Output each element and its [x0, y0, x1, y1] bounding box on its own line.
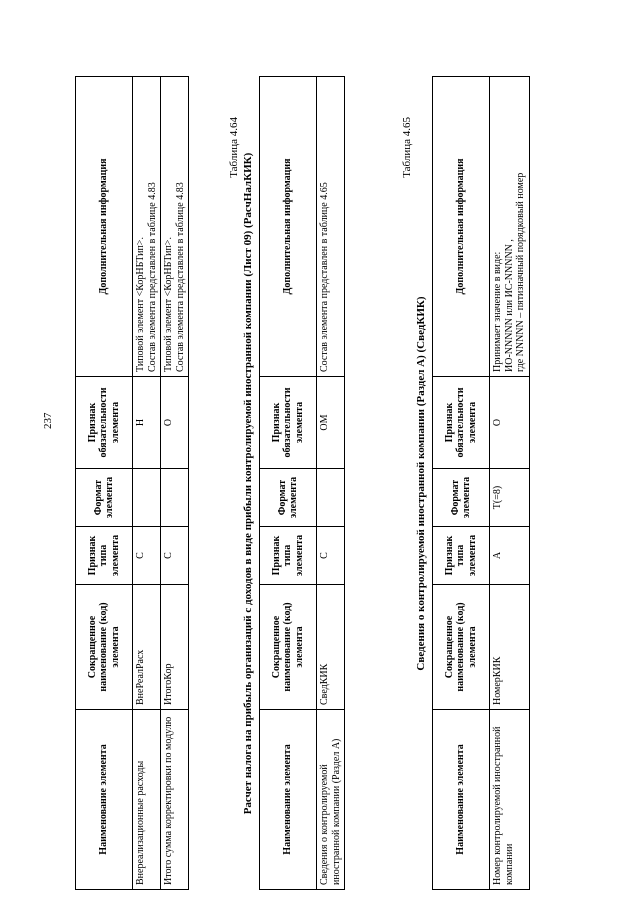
cell-name: Сведения о контролируемой иностранной компании (Раздел А)	[317, 710, 345, 890]
cell-type: А	[490, 527, 530, 585]
cell-name: Итого сумма корректировки по модулю	[161, 710, 189, 890]
table-block-4-64	[220, 77, 345, 890]
info-line: Типовой элемент <КорНБТип>.	[163, 237, 174, 372]
cell-info	[317, 77, 345, 377]
cell-format	[133, 469, 161, 527]
cell-required: О	[161, 377, 189, 469]
table-block-4-65	[393, 77, 530, 890]
header-required: Признак обязательности элемента	[260, 377, 317, 469]
cell-required: ОМ	[317, 377, 345, 469]
table-title: Сведения о контролируемой иностранной компании (Раздел А) (СведКИК)	[415, 296, 427, 671]
page-number: 237	[42, 412, 54, 429]
info-line: Состав элемента представлен в таблице 4.83	[174, 182, 186, 372]
header-code: Сокращенное наименование (код) элемента	[433, 585, 490, 710]
table-number: Таблица 4.64	[228, 117, 240, 178]
table-row	[133, 77, 161, 890]
header-info: Дополнительная информация	[76, 77, 133, 377]
table-row	[317, 77, 345, 890]
cell-format: T(=8)	[490, 469, 530, 527]
table-number: Таблица 4.65	[401, 117, 413, 178]
cell-name: Номер контролируемой иностранной компании	[490, 710, 530, 890]
table-continuation	[75, 76, 189, 890]
table-header-row	[433, 77, 490, 890]
table-header-row	[260, 77, 317, 890]
header-code: Сокращенное наименование (код) элемента	[76, 585, 133, 710]
header-type: Признак типа элемента	[260, 527, 317, 585]
header-name: Наименование элемента	[433, 710, 490, 890]
header-format: Формат элемента	[260, 469, 317, 527]
cell-info	[133, 77, 161, 377]
info-line: Типовой элемент <КорНБТип>.	[135, 237, 146, 372]
header-required: Признак обязательности элемента	[433, 377, 490, 469]
header-name: Наименование элемента	[260, 710, 317, 890]
rotated-page-content	[75, 30, 595, 890]
table-title: Расчет налога на прибыль организаций с доходов в виде прибыли контролируемой иностранной компании (Лист 09) (РасчНалКИК)	[242, 152, 254, 815]
table-row	[490, 77, 530, 890]
cell-info	[161, 77, 189, 377]
cell-name: Внереализационные расходы	[133, 710, 161, 890]
cell-format	[317, 469, 345, 527]
cell-type: С	[133, 527, 161, 585]
info-line: Состав элемента представлен в таблице 4.83	[146, 182, 158, 372]
header-required: Признак обязательности элемента	[76, 377, 133, 469]
header-format: Формат элемента	[433, 469, 490, 527]
header-type: Признак типа элемента	[76, 527, 133, 585]
header-info: Дополнительная информация	[433, 77, 490, 377]
cell-required: О	[490, 377, 530, 469]
cell-type: С	[161, 527, 189, 585]
info-line: Принимает значение в виде:	[492, 251, 504, 372]
table-4-64	[259, 76, 345, 890]
cell-required: Н	[133, 377, 161, 469]
info-line: ИО-NNNNN или ИС-NNNNN ,	[503, 239, 515, 372]
header-info: Дополнительная информация	[260, 77, 317, 377]
cell-code: СведКИК	[317, 585, 345, 710]
cell-code: ИтогоКор	[161, 585, 189, 710]
header-name: Наименование элемента	[76, 710, 133, 890]
table-header-row	[76, 77, 133, 890]
cell-code: ВнеРеалРасх	[133, 585, 161, 710]
header-format: Формат элемента	[76, 469, 133, 527]
cell-format	[161, 469, 189, 527]
cell-type: С	[317, 527, 345, 585]
info-line: Состав элемента представлен в таблице 4.65	[319, 182, 331, 372]
cell-info	[490, 77, 530, 377]
header-type: Признак типа элемента	[433, 527, 490, 585]
table-4-65	[432, 76, 530, 890]
table-row	[161, 77, 189, 890]
info-line: где NNNNN – пятизначный порядковый номер	[515, 172, 527, 372]
header-code: Сокращенное наименование (код) элемента	[260, 585, 317, 710]
cell-code: НомерКИК	[490, 585, 530, 710]
